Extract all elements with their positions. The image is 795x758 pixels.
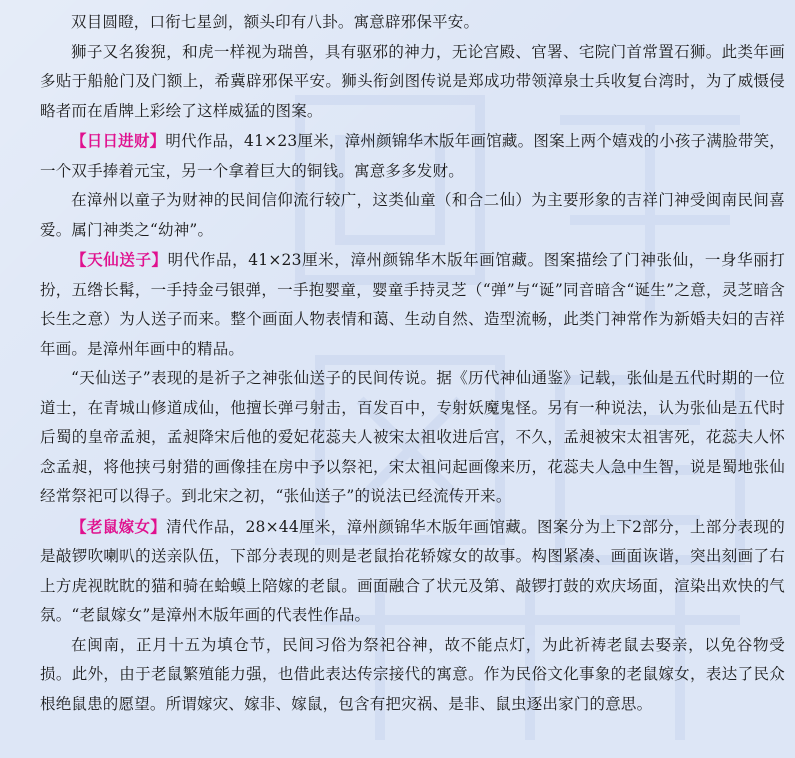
paragraph-8 (40, 631, 785, 720)
paragraph-1-text: 双目圆瞪，口衔七星剑，额头印有八卦。寓意辟邪保平安。 (71, 13, 480, 31)
paragraph-2 (40, 38, 785, 127)
section-tag-riri-jincai: 【日日进财】 (71, 131, 166, 150)
paragraph-7-text: 清代作品，28×44厘米，漳州颜锦华木版年画馆藏。图案分为上下2部分，上部分表现的是敲锣吹喇叭的送亲队伍，下部分表现的则是老鼠抬花轿嫁女的故事。构图紧凑、画面诙谐，突出刻画了右上方虎视眈眈的猫和骑在蛤蟆上陪嫁的老鼠。画面融合了状元及第、敲锣打鼓的欢庆场面，渲染出欢快的气氛。“老鼠嫁女”是漳州木版年画的代表性作品。 (40, 517, 785, 624)
paragraph-4 (40, 186, 785, 245)
section-tag-laoshu-jianü: 【老鼠嫁女】 (71, 516, 167, 536)
paragraph-7 (40, 512, 785, 631)
paragraph-8-text: 在闽南，正月十五为填仓节，民间习俗为祭祀谷神，故不能点灯，为此祈祷老鼠去娶亲，以免谷物受损。此外，由于老鼠繁殖能力强，也借此表达传宗接代的寓意。作为民俗文化事象的老鼠嫁女，表达了民众根绝鼠患的愿望。所谓嫁灾、嫁非、嫁鼠，包含有把灾祸、是非、鼠虫逐出家门的意思。 (40, 635, 785, 713)
paragraph-2-text: 狮子又名狻猊，和虎一样视为瑞兽，具有驱邪的神力，无论宫殿、官署、宅院门首常置石狮。此类年画多贴于船舱门及门额上，希冀辟邪保平安。狮头衔剑图传说是郑成功带领漳泉士兵收复台湾时，为了威慑侵略者而在盾牌上彩绘了这样威猛的图案。 (40, 42, 785, 120)
article-body (40, 8, 785, 719)
paragraph-6-text: “天仙送子”表现的是祈子之神张仙送子的民间传说。据《历代神仙通鉴》记载，张仙是五代时期的一位道士，在青城山修道成仙，他擅长弹弓射击，百发百中，专射妖魔鬼怪。另有一种说法，认为张仙是五代时后蜀的皇帝孟昶，孟昶降宋后他的爱妃花蕊夫人被宋太祖收进后宫，不久，孟昶被宋太祖害死，花蕊夫人怀念孟昶，将他挟弓射猎的画像挂在房中予以祭祀，宋太祖问起画像来历，花蕊夫人急中生智，说是蜀地张仙经常祭祀可以得子。到北宋之初，“张仙送子”的说法已经流传开来。 (40, 369, 785, 505)
paragraph-6 (40, 364, 785, 512)
paragraph-3-text: 明代作品，41×23厘米，漳州颜锦华木版年画馆藏。图案上两个嬉戏的小孩子满脸带笑，一个双手捧着元宝，另一个拿着巨大的铜钱。寓意多多发财。 (40, 132, 786, 180)
section-tag-tianxian-songzi: 【天仙送子】 (71, 250, 168, 269)
paragraph-1 (40, 8, 785, 38)
paragraph-4-text: 在漳州以童子为财神的民间信仰流行较广，这类仙童（和合二仙）为主要形象的吉祥门神受闽南民间喜爱。属门神类之“幼神”。 (40, 191, 785, 239)
paragraph-5 (40, 245, 785, 364)
paragraph-5-text: 明代作品，41×23厘米，漳州颜锦华木版年画馆藏。图案描绘了门神张仙，一身华丽打扮，五绺长髯，一手持金弓银弹，一手抱婴童，婴童手持灵芝（“弹”与“诞”同音暗含“诞生”之意，灵芝暗含长生之意）为人送子而来。整个画面人物表情和蔼、生动自然、造型流畅，此类门神常作为新婚夫妇的吉祥年画。是漳州年画中的精品。 (40, 251, 786, 358)
paragraph-3 (40, 126, 785, 186)
